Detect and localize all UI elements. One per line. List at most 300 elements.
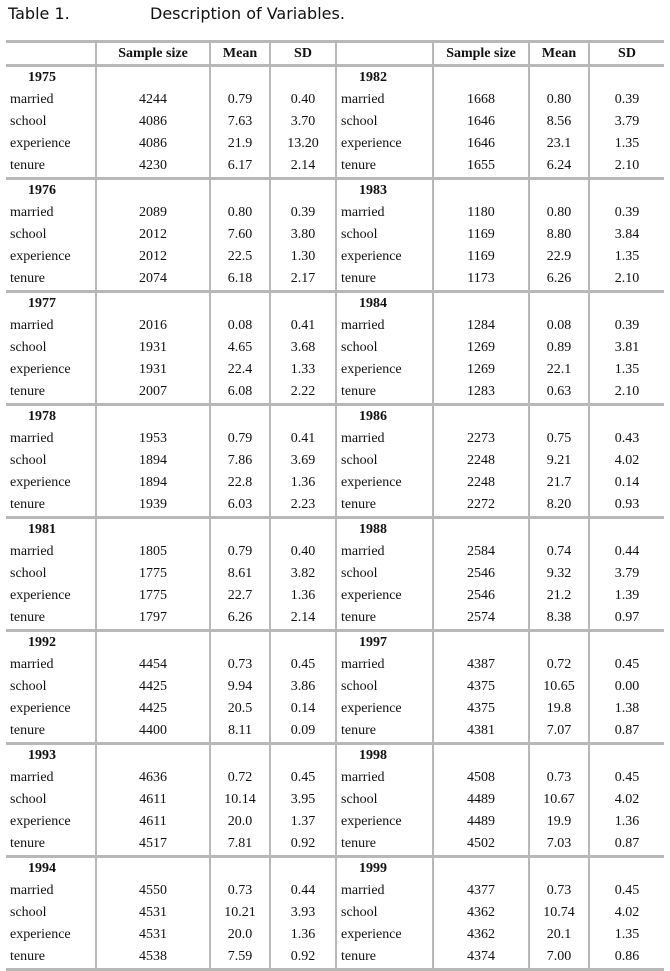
- sd-value: 1.33: [270, 359, 336, 381]
- mean-value: 6.08: [210, 381, 270, 405]
- mean-value: 6.24: [529, 155, 589, 179]
- mean-value: 0.08: [210, 315, 270, 337]
- sd-value: 2.14: [270, 155, 336, 179]
- empty-cell: [210, 518, 270, 542]
- sd-value: 1.35: [589, 246, 664, 268]
- sample-size-value: 1169: [433, 246, 529, 268]
- mean-value: 19.8: [529, 698, 589, 720]
- sd-value: 3.79: [589, 563, 664, 585]
- mean-value: 7.81: [210, 833, 270, 857]
- variable-name: school: [336, 902, 433, 924]
- variable-name: tenure: [336, 833, 433, 857]
- empty-cell: [433, 631, 529, 655]
- empty-cell: [210, 631, 270, 655]
- table-row: [6, 268, 664, 292]
- mean-value: 8.11: [210, 720, 270, 744]
- table-row: [6, 111, 664, 133]
- sample-size-value: 1180: [433, 202, 529, 224]
- year-row: [6, 66, 664, 90]
- year-label: 1988: [336, 518, 433, 542]
- mean-value: 9.21: [529, 450, 589, 472]
- sample-size-value: 4508: [433, 767, 529, 789]
- header-cell: Sample size: [96, 42, 210, 66]
- sample-size-value: 1655: [433, 155, 529, 179]
- sd-value: 0.44: [589, 541, 664, 563]
- empty-cell: [96, 66, 210, 90]
- variable-name: school: [10, 227, 47, 242]
- sd-value: 0.97: [589, 607, 664, 631]
- empty-cell: [589, 744, 664, 768]
- mean-value: 7.00: [529, 946, 589, 970]
- variable-name: experience: [336, 698, 433, 720]
- sd-value: 3.93: [270, 902, 336, 924]
- sample-size-value: 2074: [96, 268, 210, 292]
- empty-cell: [270, 518, 336, 542]
- sample-size-value: 1169: [433, 224, 529, 246]
- sd-value: 4.02: [589, 789, 664, 811]
- table-row: [6, 155, 664, 179]
- sd-value: 0.87: [589, 833, 664, 857]
- table-row: [6, 315, 664, 337]
- variable-name: tenure: [336, 268, 433, 292]
- table-row: [6, 202, 664, 224]
- sd-value: 3.84: [589, 224, 664, 246]
- sample-size-value: 4374: [433, 946, 529, 970]
- variable-name: experience: [10, 362, 71, 377]
- empty-cell: [529, 292, 589, 316]
- sd-value: 0.92: [270, 946, 336, 970]
- variable-name: experience: [336, 811, 433, 833]
- variable-name: married: [10, 431, 54, 446]
- sd-value: 0.40: [270, 89, 336, 111]
- sample-size-value: 2546: [433, 563, 529, 585]
- header-cell: Sample size: [433, 42, 529, 66]
- empty-cell: [433, 518, 529, 542]
- sample-size-value: 2248: [433, 450, 529, 472]
- year-row: [6, 179, 664, 203]
- table-row: [6, 720, 664, 744]
- empty-cell: [210, 66, 270, 90]
- mean-value: 0.72: [210, 767, 270, 789]
- sample-size-value: 4362: [433, 924, 529, 946]
- sample-size-value: 2584: [433, 541, 529, 563]
- sample-size-value: 4425: [96, 676, 210, 698]
- mean-value: 21.2: [529, 585, 589, 607]
- mean-value: 4.65: [210, 337, 270, 359]
- sample-size-value: 2248: [433, 472, 529, 494]
- sample-size-value: 1953: [96, 428, 210, 450]
- mean-value: 7.60: [210, 224, 270, 246]
- variable-name: married: [10, 883, 54, 898]
- year-label: 1977: [28, 296, 56, 311]
- sd-value: 1.35: [589, 133, 664, 155]
- sample-size-value: 1894: [96, 450, 210, 472]
- header-cell: Mean: [210, 42, 270, 66]
- variable-name: school: [10, 453, 47, 468]
- mean-value: 6.26: [210, 607, 270, 631]
- table-row: [6, 698, 664, 720]
- sample-size-value: 1269: [433, 337, 529, 359]
- sd-value: 0.40: [270, 541, 336, 563]
- variable-name: school: [336, 337, 433, 359]
- mean-value: 0.74: [529, 541, 589, 563]
- sample-size-value: 4611: [96, 789, 210, 811]
- table-row: [6, 494, 664, 518]
- table-caption: [8, 4, 658, 26]
- sd-value: 3.81: [589, 337, 664, 359]
- mean-value: 8.56: [529, 111, 589, 133]
- mean-value: 0.63: [529, 381, 589, 405]
- sample-size-value: 4538: [96, 946, 210, 970]
- variable-name: tenure: [336, 946, 433, 970]
- sd-value: 1.38: [589, 698, 664, 720]
- variable-name: experience: [10, 701, 71, 716]
- variable-name: school: [336, 111, 433, 133]
- sd-value: 1.37: [270, 811, 336, 833]
- year-label: 1992: [28, 635, 56, 650]
- table-row: [6, 541, 664, 563]
- table-row: [6, 246, 664, 268]
- table-row: [6, 880, 664, 902]
- variable-name: experience: [10, 136, 71, 151]
- sample-size-value: 4244: [96, 89, 210, 111]
- sd-value: 0.41: [270, 428, 336, 450]
- header-cell: Mean: [529, 42, 589, 66]
- variable-name: school: [10, 114, 47, 129]
- year-row: [6, 405, 664, 429]
- empty-cell: [96, 744, 210, 768]
- empty-cell: [96, 631, 210, 655]
- empty-cell: [589, 857, 664, 881]
- sd-value: 2.14: [270, 607, 336, 631]
- sd-value: 0.39: [589, 315, 664, 337]
- empty-cell: [270, 857, 336, 881]
- sample-size-value: 2574: [433, 607, 529, 631]
- mean-value: 22.1: [529, 359, 589, 381]
- year-label: 1998: [336, 744, 433, 768]
- sd-value: 2.22: [270, 381, 336, 405]
- table-row: [6, 811, 664, 833]
- table-row: [6, 767, 664, 789]
- mean-value: 10.21: [210, 902, 270, 924]
- variable-name: married: [10, 92, 54, 107]
- variable-name: experience: [336, 359, 433, 381]
- empty-cell: [270, 744, 336, 768]
- empty-cell: [529, 405, 589, 429]
- sample-size-value: 4362: [433, 902, 529, 924]
- sd-value: 2.23: [270, 494, 336, 518]
- empty-cell: [529, 744, 589, 768]
- sample-size-value: 4489: [433, 811, 529, 833]
- sample-size-value: 1931: [96, 359, 210, 381]
- sample-size-value: 4454: [96, 654, 210, 676]
- mean-value: 0.80: [210, 202, 270, 224]
- year-row: [6, 631, 664, 655]
- table-row: [6, 654, 664, 676]
- sd-value: 0.45: [270, 654, 336, 676]
- mean-value: 8.61: [210, 563, 270, 585]
- variable-name: school: [10, 566, 47, 581]
- header-cell: SD: [270, 42, 336, 66]
- mean-value: 8.80: [529, 224, 589, 246]
- table-row: [6, 563, 664, 585]
- year-label: 1986: [336, 405, 433, 429]
- mean-value: 0.73: [210, 880, 270, 902]
- sample-size-value: 4425: [96, 698, 210, 720]
- sample-size-value: 4400: [96, 720, 210, 744]
- sd-value: 3.82: [270, 563, 336, 585]
- sd-value: 3.69: [270, 450, 336, 472]
- mean-value: 19.9: [529, 811, 589, 833]
- mean-value: 20.0: [210, 811, 270, 833]
- mean-value: 22.8: [210, 472, 270, 494]
- variable-name: married: [336, 880, 433, 902]
- sample-size-value: 4387: [433, 654, 529, 676]
- sample-size-value: 4375: [433, 698, 529, 720]
- variable-name: married: [336, 315, 433, 337]
- variable-name: tenure: [10, 158, 45, 173]
- variable-name: school: [10, 340, 47, 355]
- empty-cell: [270, 179, 336, 203]
- variable-name: experience: [336, 133, 433, 155]
- sd-value: 0.93: [589, 494, 664, 518]
- sample-size-value: 1805: [96, 541, 210, 563]
- empty-cell: [96, 405, 210, 429]
- sample-size-value: 4517: [96, 833, 210, 857]
- variable-name: married: [10, 318, 54, 333]
- sd-value: 0.14: [589, 472, 664, 494]
- sd-value: 1.39: [589, 585, 664, 607]
- sample-size-value: 4611: [96, 811, 210, 833]
- variable-name: married: [336, 202, 433, 224]
- variable-name: experience: [336, 585, 433, 607]
- variable-name: experience: [336, 924, 433, 946]
- sd-value: 3.86: [270, 676, 336, 698]
- sd-value: 0.39: [589, 202, 664, 224]
- mean-value: 0.79: [210, 89, 270, 111]
- sample-size-value: 1646: [433, 133, 529, 155]
- sd-value: 0.39: [589, 89, 664, 111]
- year-label: 1975: [28, 70, 56, 85]
- variable-name: tenure: [10, 610, 45, 625]
- table-title: Description of Variables.: [150, 4, 345, 23]
- sample-size-value: 1939: [96, 494, 210, 518]
- mean-value: 9.32: [529, 563, 589, 585]
- mean-value: 7.03: [529, 833, 589, 857]
- variable-name: tenure: [10, 271, 45, 286]
- sample-size-value: 2089: [96, 202, 210, 224]
- mean-value: 0.79: [210, 541, 270, 563]
- mean-value: 0.73: [529, 767, 589, 789]
- mean-value: 9.94: [210, 676, 270, 698]
- sample-size-value: 2546: [433, 585, 529, 607]
- table-row: [6, 789, 664, 811]
- mean-value: 10.67: [529, 789, 589, 811]
- sd-value: 0.45: [589, 654, 664, 676]
- sd-value: 0.45: [589, 767, 664, 789]
- sd-value: 0.14: [270, 698, 336, 720]
- table-row: [6, 902, 664, 924]
- sample-size-value: 2016: [96, 315, 210, 337]
- sd-value: 0.44: [270, 880, 336, 902]
- year-label: 1983: [336, 179, 433, 203]
- sd-value: 4.02: [589, 450, 664, 472]
- table-row: [6, 676, 664, 698]
- mean-value: 22.7: [210, 585, 270, 607]
- empty-cell: [270, 405, 336, 429]
- year-label: 1976: [28, 183, 56, 198]
- sample-size-value: 4375: [433, 676, 529, 698]
- variable-name: tenure: [10, 497, 45, 512]
- mean-value: 23.1: [529, 133, 589, 155]
- empty-cell: [589, 518, 664, 542]
- sample-size-value: 4636: [96, 767, 210, 789]
- sd-value: 0.09: [270, 720, 336, 744]
- sd-value: 3.70: [270, 111, 336, 133]
- sample-size-value: 1283: [433, 381, 529, 405]
- mean-value: 6.18: [210, 268, 270, 292]
- empty-cell: [210, 292, 270, 316]
- table-row: [6, 946, 664, 970]
- empty-cell: [210, 179, 270, 203]
- sample-size-value: 4531: [96, 902, 210, 924]
- sample-size-value: 2273: [433, 428, 529, 450]
- mean-value: 0.08: [529, 315, 589, 337]
- variable-name: tenure: [336, 494, 433, 518]
- header-cell: [336, 42, 433, 66]
- empty-cell: [433, 405, 529, 429]
- mean-value: 21.9: [210, 133, 270, 155]
- variable-name: tenure: [10, 836, 45, 851]
- year-label: 1993: [28, 748, 56, 763]
- empty-cell: [589, 66, 664, 90]
- header-cell: SD: [589, 42, 664, 66]
- sample-size-value: 1797: [96, 607, 210, 631]
- table-row: [6, 585, 664, 607]
- mean-value: 7.59: [210, 946, 270, 970]
- mean-value: 20.5: [210, 698, 270, 720]
- variable-name: tenure: [336, 381, 433, 405]
- empty-cell: [270, 66, 336, 90]
- empty-cell: [96, 857, 210, 881]
- mean-value: 22.5: [210, 246, 270, 268]
- empty-cell: [589, 292, 664, 316]
- year-label: 1982: [336, 66, 433, 90]
- empty-cell: [529, 179, 589, 203]
- sample-size-value: 2272: [433, 494, 529, 518]
- variable-name: married: [10, 205, 54, 220]
- empty-cell: [589, 179, 664, 203]
- table-row: [6, 337, 664, 359]
- sd-value: 2.17: [270, 268, 336, 292]
- variable-name: experience: [10, 475, 71, 490]
- empty-cell: [96, 292, 210, 316]
- sd-value: 0.43: [589, 428, 664, 450]
- table-row: [6, 89, 664, 111]
- variable-name: school: [336, 676, 433, 698]
- variables-table: [6, 40, 664, 971]
- year-label: 1981: [28, 522, 56, 537]
- year-label: 1997: [336, 631, 433, 655]
- year-label: 1984: [336, 292, 433, 316]
- mean-value: 22.4: [210, 359, 270, 381]
- mean-value: 0.80: [529, 202, 589, 224]
- year-label: 1999: [336, 857, 433, 881]
- sd-value: 3.95: [270, 789, 336, 811]
- empty-cell: [270, 292, 336, 316]
- sd-value: 0.39: [270, 202, 336, 224]
- sample-size-value: 4489: [433, 789, 529, 811]
- table-row: [6, 359, 664, 381]
- mean-value: 10.65: [529, 676, 589, 698]
- header-cell: [6, 42, 96, 66]
- variable-name: school: [336, 224, 433, 246]
- sample-size-value: 4531: [96, 924, 210, 946]
- mean-value: 0.73: [529, 880, 589, 902]
- empty-cell: [529, 857, 589, 881]
- mean-value: 22.9: [529, 246, 589, 268]
- sd-value: 1.35: [589, 924, 664, 946]
- sample-size-value: 1931: [96, 337, 210, 359]
- table-row: [6, 924, 664, 946]
- variable-name: married: [336, 541, 433, 563]
- sd-value: 2.10: [589, 381, 664, 405]
- variable-name: tenure: [10, 384, 45, 399]
- mean-value: 7.86: [210, 450, 270, 472]
- mean-value: 0.72: [529, 654, 589, 676]
- empty-cell: [210, 405, 270, 429]
- sd-value: 1.30: [270, 246, 336, 268]
- sample-size-value: 1775: [96, 563, 210, 585]
- mean-value: 10.74: [529, 902, 589, 924]
- sd-value: 3.80: [270, 224, 336, 246]
- empty-cell: [210, 857, 270, 881]
- variable-name: school: [10, 905, 47, 920]
- mean-value: 0.79: [210, 428, 270, 450]
- sample-size-value: 1775: [96, 585, 210, 607]
- year-label: 1978: [28, 409, 56, 424]
- table-row: [6, 224, 664, 246]
- sd-value: 0.87: [589, 720, 664, 744]
- mean-value: 0.89: [529, 337, 589, 359]
- mean-value: 10.14: [210, 789, 270, 811]
- table-row: [6, 607, 664, 631]
- sd-value: 3.68: [270, 337, 336, 359]
- table-row: [6, 133, 664, 155]
- empty-cell: [96, 518, 210, 542]
- year-row: [6, 744, 664, 768]
- mean-value: 21.7: [529, 472, 589, 494]
- table-row: [6, 833, 664, 857]
- empty-cell: [529, 518, 589, 542]
- sd-value: 2.10: [589, 155, 664, 179]
- empty-cell: [589, 405, 664, 429]
- mean-value: 0.80: [529, 89, 589, 111]
- sample-size-value: 2012: [96, 224, 210, 246]
- sample-size-value: 1646: [433, 111, 529, 133]
- empty-cell: [210, 744, 270, 768]
- table-row: [6, 450, 664, 472]
- mean-value: 8.20: [529, 494, 589, 518]
- sample-size-value: 1668: [433, 89, 529, 111]
- mean-value: 6.26: [529, 268, 589, 292]
- variable-name: tenure: [336, 155, 433, 179]
- mean-value: 0.75: [529, 428, 589, 450]
- sd-value: 1.35: [589, 359, 664, 381]
- sample-size-value: 4086: [96, 133, 210, 155]
- table-number: Table 1.: [8, 4, 70, 23]
- variable-name: married: [336, 428, 433, 450]
